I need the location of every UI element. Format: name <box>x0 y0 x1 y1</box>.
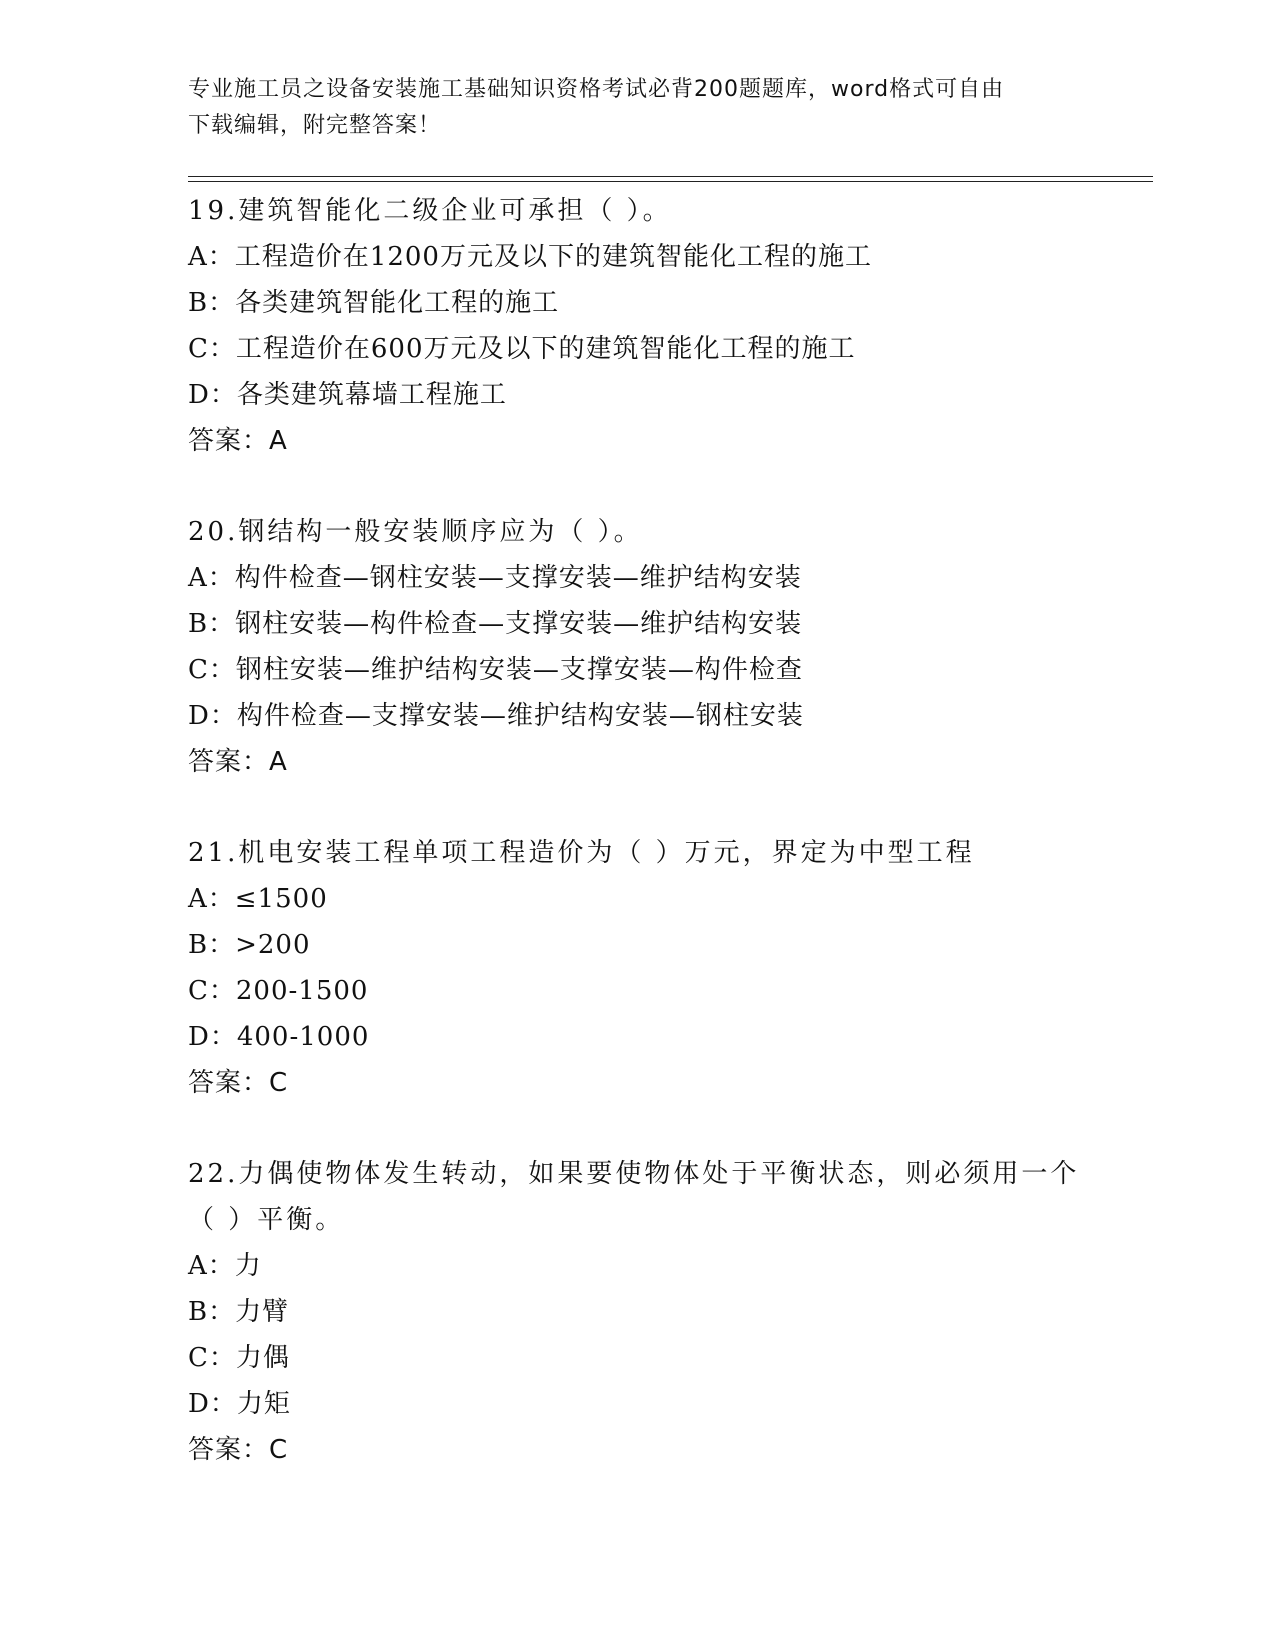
question-list <box>188 188 1088 1518</box>
header-line-1: 专业施工员之设备安装施工基础知识资格考试必背200题题库，word格式可自由 <box>188 77 1005 102</box>
answer-label: 答案：C <box>188 1435 289 1465</box>
question-19 <box>188 188 1088 464</box>
question-stem: 19.建筑智能化二级企业可承担（ ）。 <box>188 196 672 226</box>
answer-label: 答案：C <box>188 1068 289 1098</box>
header-divider-top <box>188 176 1153 177</box>
question-stem: 21.机电安装工程单项工程造价为（ ）万元，界定为中型工程 <box>188 838 975 868</box>
question-21 <box>188 830 1088 1106</box>
question-22 <box>188 1151 1088 1473</box>
option-d: D：力矩 <box>188 1389 291 1419</box>
answer-label: 答案：A <box>188 747 288 777</box>
question-stem: 22.力偶使物体发生转动，如果要使物体处于平衡状态，则必须用一个（ ）平衡。 <box>188 1159 1080 1235</box>
question-20 <box>188 509 1088 785</box>
document-header <box>188 72 1068 144</box>
option-a: A：力 <box>188 1251 262 1281</box>
option-a: A：构件检查—钢柱安装—支撑安装—维护结构安装 <box>188 563 802 593</box>
header-line-2: 下载编辑，附完整答案！ <box>188 113 442 138</box>
option-b: B：力臂 <box>188 1297 290 1327</box>
option-d: D：400-1000 <box>188 1022 370 1052</box>
option-b: B：钢柱安装—构件检查—支撑安装—维护结构安装 <box>188 609 803 639</box>
answer-label: 答案：A <box>188 426 288 456</box>
option-a: A：≤1500 <box>188 884 328 914</box>
option-b: B：>200 <box>188 930 311 960</box>
option-c: C：力偶 <box>188 1343 290 1373</box>
option-a: A：工程造价在1200万元及以下的建筑智能化工程的施工 <box>188 242 872 272</box>
question-stem: 20.钢结构一般安装顺序应为（ ）。 <box>188 517 643 547</box>
option-c: C：钢柱安装—维护结构安装—支撑安装—构件检查 <box>188 655 803 685</box>
header-divider-bottom <box>188 181 1153 182</box>
option-d: D：构件检查—支撑安装—维护结构安装—钢柱安装 <box>188 701 804 731</box>
option-c: C：200-1500 <box>188 976 369 1006</box>
option-c: C：工程造价在600万元及以下的建筑智能化工程的施工 <box>188 334 856 364</box>
option-b: B：各类建筑智能化工程的施工 <box>188 288 560 318</box>
option-d: D：各类建筑幕墙工程施工 <box>188 380 507 410</box>
